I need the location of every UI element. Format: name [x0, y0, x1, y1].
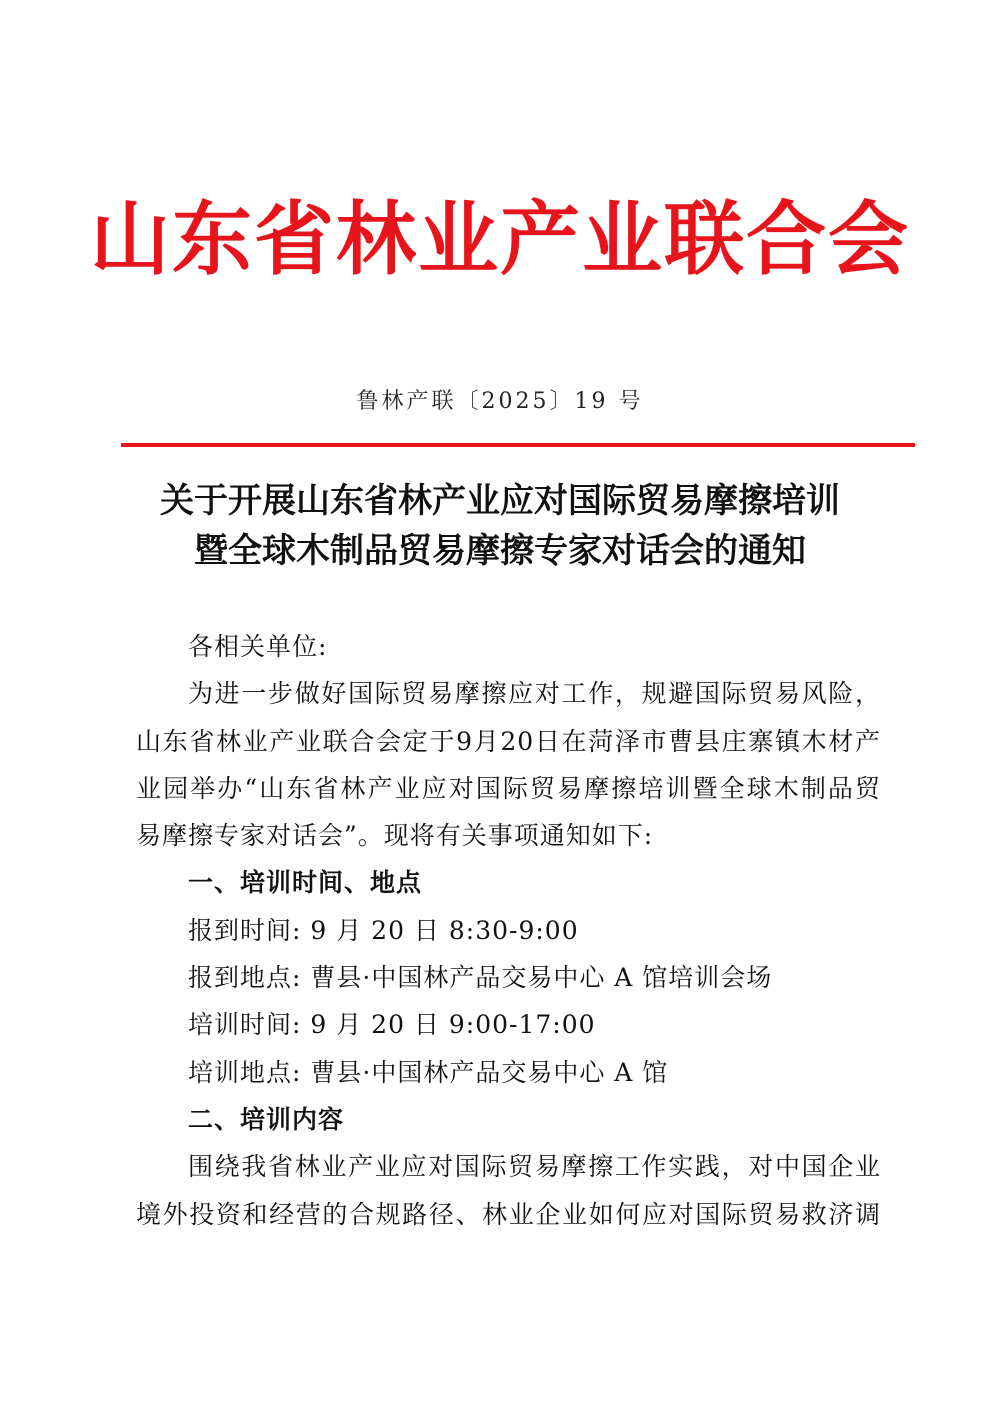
document-number: 鲁林产联〔2025〕19 号: [356, 389, 644, 414]
section-1-heading: 一、培训时间、地点: [188, 868, 423, 898]
intro-line-2: 山东省林业产业联合会定于9月20日在菏泽市曹县庄寨镇木材产: [136, 726, 881, 756]
salutation: 各相关单位:: [188, 632, 328, 661]
notice-title-line-2: 暨全球木制品贸易摩擦专家对话会的通知: [194, 531, 806, 571]
organization-title: 山东省林业产业联合会: [90, 193, 910, 286]
notice-title: [120, 476, 880, 576]
notice-body: [136, 623, 881, 1238]
notice-title-line-1: 关于开展山东省林产业应对国际贸易摩擦培训: [160, 481, 840, 521]
section-2-line-2: 境外投资和经营的合规路径、林业企业如何应对国际贸易救济调: [136, 1199, 881, 1229]
registration-location: 报到地点: 曹县·中国林产品交易中心 A 馆培训会场: [188, 963, 773, 993]
registration-time: 报到时间: 9 月 20 日 8:30-9:00: [188, 915, 579, 945]
intro-line-1: 为进一步做好国际贸易摩擦应对工作，规避国际贸易风险，: [188, 679, 881, 709]
intro-line-4: 易摩擦专家对话会”。现将有关事项通知如下:: [136, 821, 654, 851]
section-2-heading: 二、培训内容: [188, 1104, 345, 1134]
section-2-line-1: 围绕我省林业产业应对国际贸易摩擦工作实践，对中国企业: [188, 1152, 881, 1182]
training-location: 培训地点: 曹县·中国林产品交易中心 A 馆: [188, 1057, 669, 1087]
training-time: 培训时间: 9 月 20 日 9:00-17:00: [188, 1010, 596, 1040]
red-divider-line: [121, 443, 915, 447]
intro-line-3: 业园举办“山东省林产业应对国际贸易摩擦培训暨全球木制品贸: [136, 773, 881, 803]
